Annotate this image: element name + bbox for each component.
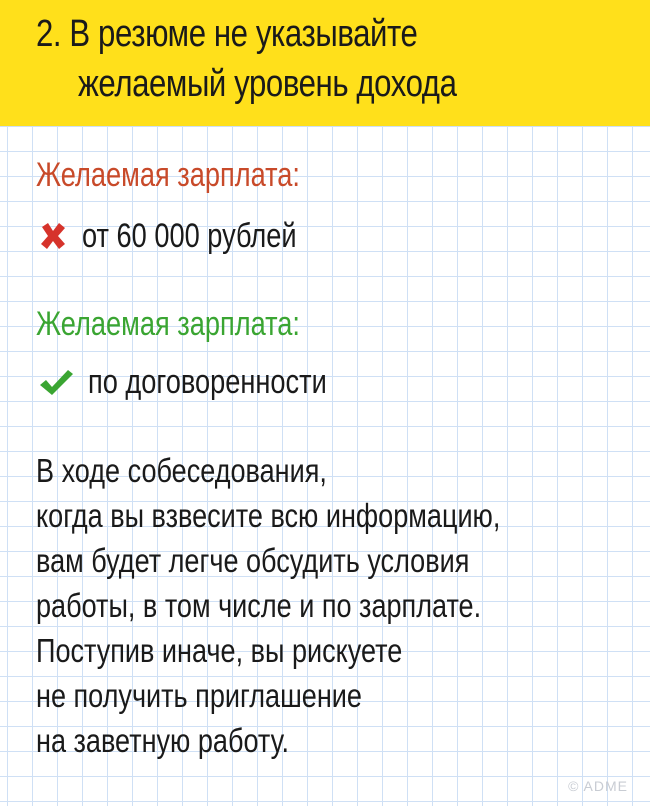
good-example-value: по договоренности bbox=[88, 362, 327, 401]
bad-example-item bbox=[38, 214, 350, 258]
paragraph-line: вам будет легче обсудить условия bbox=[36, 542, 470, 579]
paragraph-line: не получить приглашение bbox=[36, 677, 362, 714]
title-line-1: 2. В резюме не указывайте bbox=[36, 13, 418, 55]
paragraph-line: В ходе собеседования, bbox=[36, 452, 327, 489]
bad-example-label: Желаемая зарплата: bbox=[36, 156, 300, 194]
paragraph-line: когда вы взвесите всю информацию, bbox=[36, 497, 501, 534]
green-check-icon bbox=[38, 367, 74, 397]
watermark: © ADME bbox=[568, 778, 628, 794]
paragraph-line: Поступив иначе, вы рискуете bbox=[36, 632, 403, 669]
paragraph-line: работы, в том числе и по зарплате. bbox=[36, 587, 482, 624]
paragraph-line: на заветную работу. bbox=[36, 722, 289, 759]
header-banner bbox=[0, 0, 650, 126]
red-cross-icon bbox=[38, 221, 68, 251]
good-example-label: Желаемая зарплата: bbox=[36, 305, 300, 343]
bad-example-value: от 60 000 рублей bbox=[82, 216, 297, 255]
good-example-item bbox=[38, 360, 387, 404]
explanation-paragraph bbox=[36, 448, 561, 763]
title-line-2: желаемый уровень дохода bbox=[78, 63, 457, 105]
